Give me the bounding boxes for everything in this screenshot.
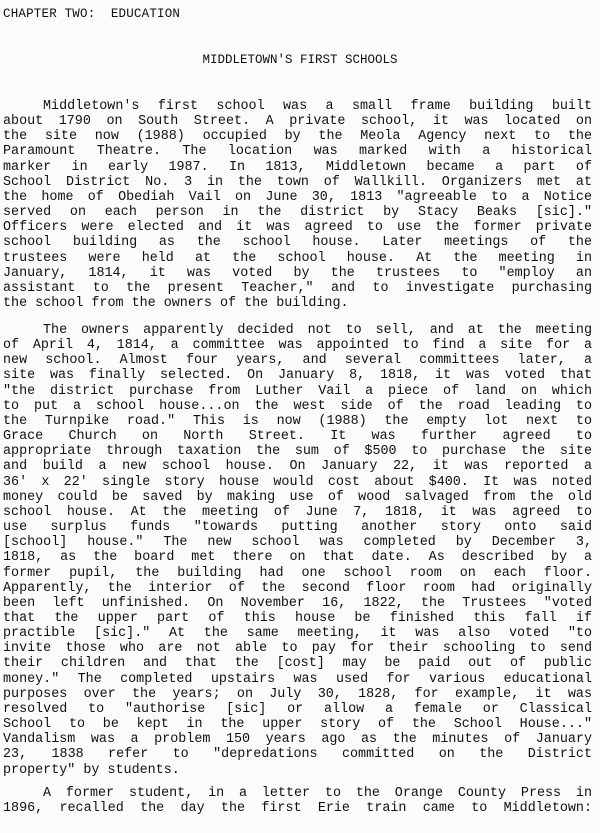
text-line: resolved to "authorise [sic] or allow a female or Classical	[3, 701, 592, 717]
chapter-heading: CHAPTER TWO: EDUCATION	[3, 7, 181, 21]
text-line: Officers were elected and it was agreed to use the former private	[3, 220, 592, 236]
text-line: 23, 1838 refer to "depredations committed on the District	[3, 747, 592, 763]
text-line: their children and that the [cost] may be paid out of public	[3, 656, 592, 672]
text-line: "the district purchase from Luther Vail a piece of land on which	[3, 383, 592, 399]
text-line: 1896, recalled the day the first Erie train came to Middletown:	[3, 801, 592, 817]
text-line: of April 4, 1814, a committee was appointed to find a site for a	[3, 338, 592, 354]
text-line: [school] house." The new school was completed by December 3,	[3, 535, 592, 551]
text-line: A former student, in a letter to the Orange County Press in	[43, 786, 592, 801]
text-line: served on each person in the district by Stacy Beaks [sic]."	[3, 205, 592, 221]
paragraph-3	[3, 786, 592, 816]
text-line: site was finally selected. On January 8, 1818, it was voted that	[3, 368, 592, 384]
text-line: school building as the school house. Later meetings of the	[3, 235, 592, 251]
text-line: marker in early 1987. In 1813, Middletown became a part of	[3, 159, 592, 175]
text-line: practible [sic]." At the same meeting, it was also voted "to	[3, 626, 592, 642]
paragraph-2	[3, 323, 592, 778]
text-line: to put a school house...on the west side of the road leading to	[3, 398, 592, 414]
paragraph-1	[3, 99, 592, 311]
text-line: the Turnpike road." This is now (1988) the empty lot next to	[3, 413, 592, 429]
text-line: purposes over the years; on July 30, 1828, for example, it was	[3, 686, 592, 702]
text-line: January, 1814, it was voted by the trustees to "employ an	[3, 265, 592, 281]
text-line: invite those who are not able to pay for their schooling to send	[3, 641, 592, 657]
text-line: that the upper part of this house be finished this fall if	[3, 610, 592, 626]
text-line: the school from the owners of the building.	[3, 296, 349, 312]
text-line: use surplus funds "towards putting another story onto said	[3, 520, 592, 536]
text-line: new school. Almost four years, and several committees later, a	[3, 353, 592, 369]
text-line: The owners apparently decided not to sell, and at the meeting	[43, 323, 592, 338]
section-title: MIDDLETOWN'S FIRST SCHOOLS	[202, 53, 398, 67]
text-line: 36' x 22' single story house would cost about $400. It was noted	[3, 474, 592, 490]
text-line: appropriate through taxation the sum of $500 to purchase the site	[3, 444, 592, 460]
text-line: about 1790 on South Street. A private school, it was located on	[3, 114, 592, 130]
text-line: former pupil, the building had one school room on each floor.	[3, 565, 592, 581]
text-line: and build a new school house. On January 22, it was reported a	[3, 459, 592, 475]
text-line: property" by students.	[3, 762, 180, 778]
text-line: been left unfinished. On November 16, 1822, the Trustees "voted	[3, 595, 592, 611]
text-line: trustees were held at the school house. At the meeting in	[3, 250, 592, 266]
text-line: assistant to the present Teacher," and to investigate purchasing	[3, 280, 592, 296]
text-line: 1818, as the board met there on that date. As described by a	[3, 550, 592, 566]
text-line: Vandalism was a problem 150 years ago as the minutes of January	[3, 732, 592, 748]
text-line: Middletown's first school was a small frame building built	[43, 99, 592, 114]
text-line: School District No. 3 in the town of Wallkill. Organizers met at	[3, 174, 592, 190]
text-line: Grace Church on North Street. It was further agreed to	[3, 429, 592, 445]
text-line: money could be saved by making use of wood salvaged from the old	[3, 489, 592, 505]
text-line: the site now (1988) occupied by the Meola Agency next to the	[3, 129, 592, 145]
text-line: School to be kept in the upper story of the School House..."	[3, 717, 592, 733]
text-line: Paramount Theatre. The location was marked with a historical	[3, 144, 592, 160]
text-line: Apparently, the interior of the second floor room had originally	[3, 580, 592, 596]
text-line: school house. At the meeting of June 7, 1818, it was agreed to	[3, 504, 592, 520]
text-line: the home of Obediah Vail on June 30, 1813 "agreeable to a Notice	[3, 189, 592, 205]
text-line: money." The completed upstairs was used for various educational	[3, 671, 592, 687]
